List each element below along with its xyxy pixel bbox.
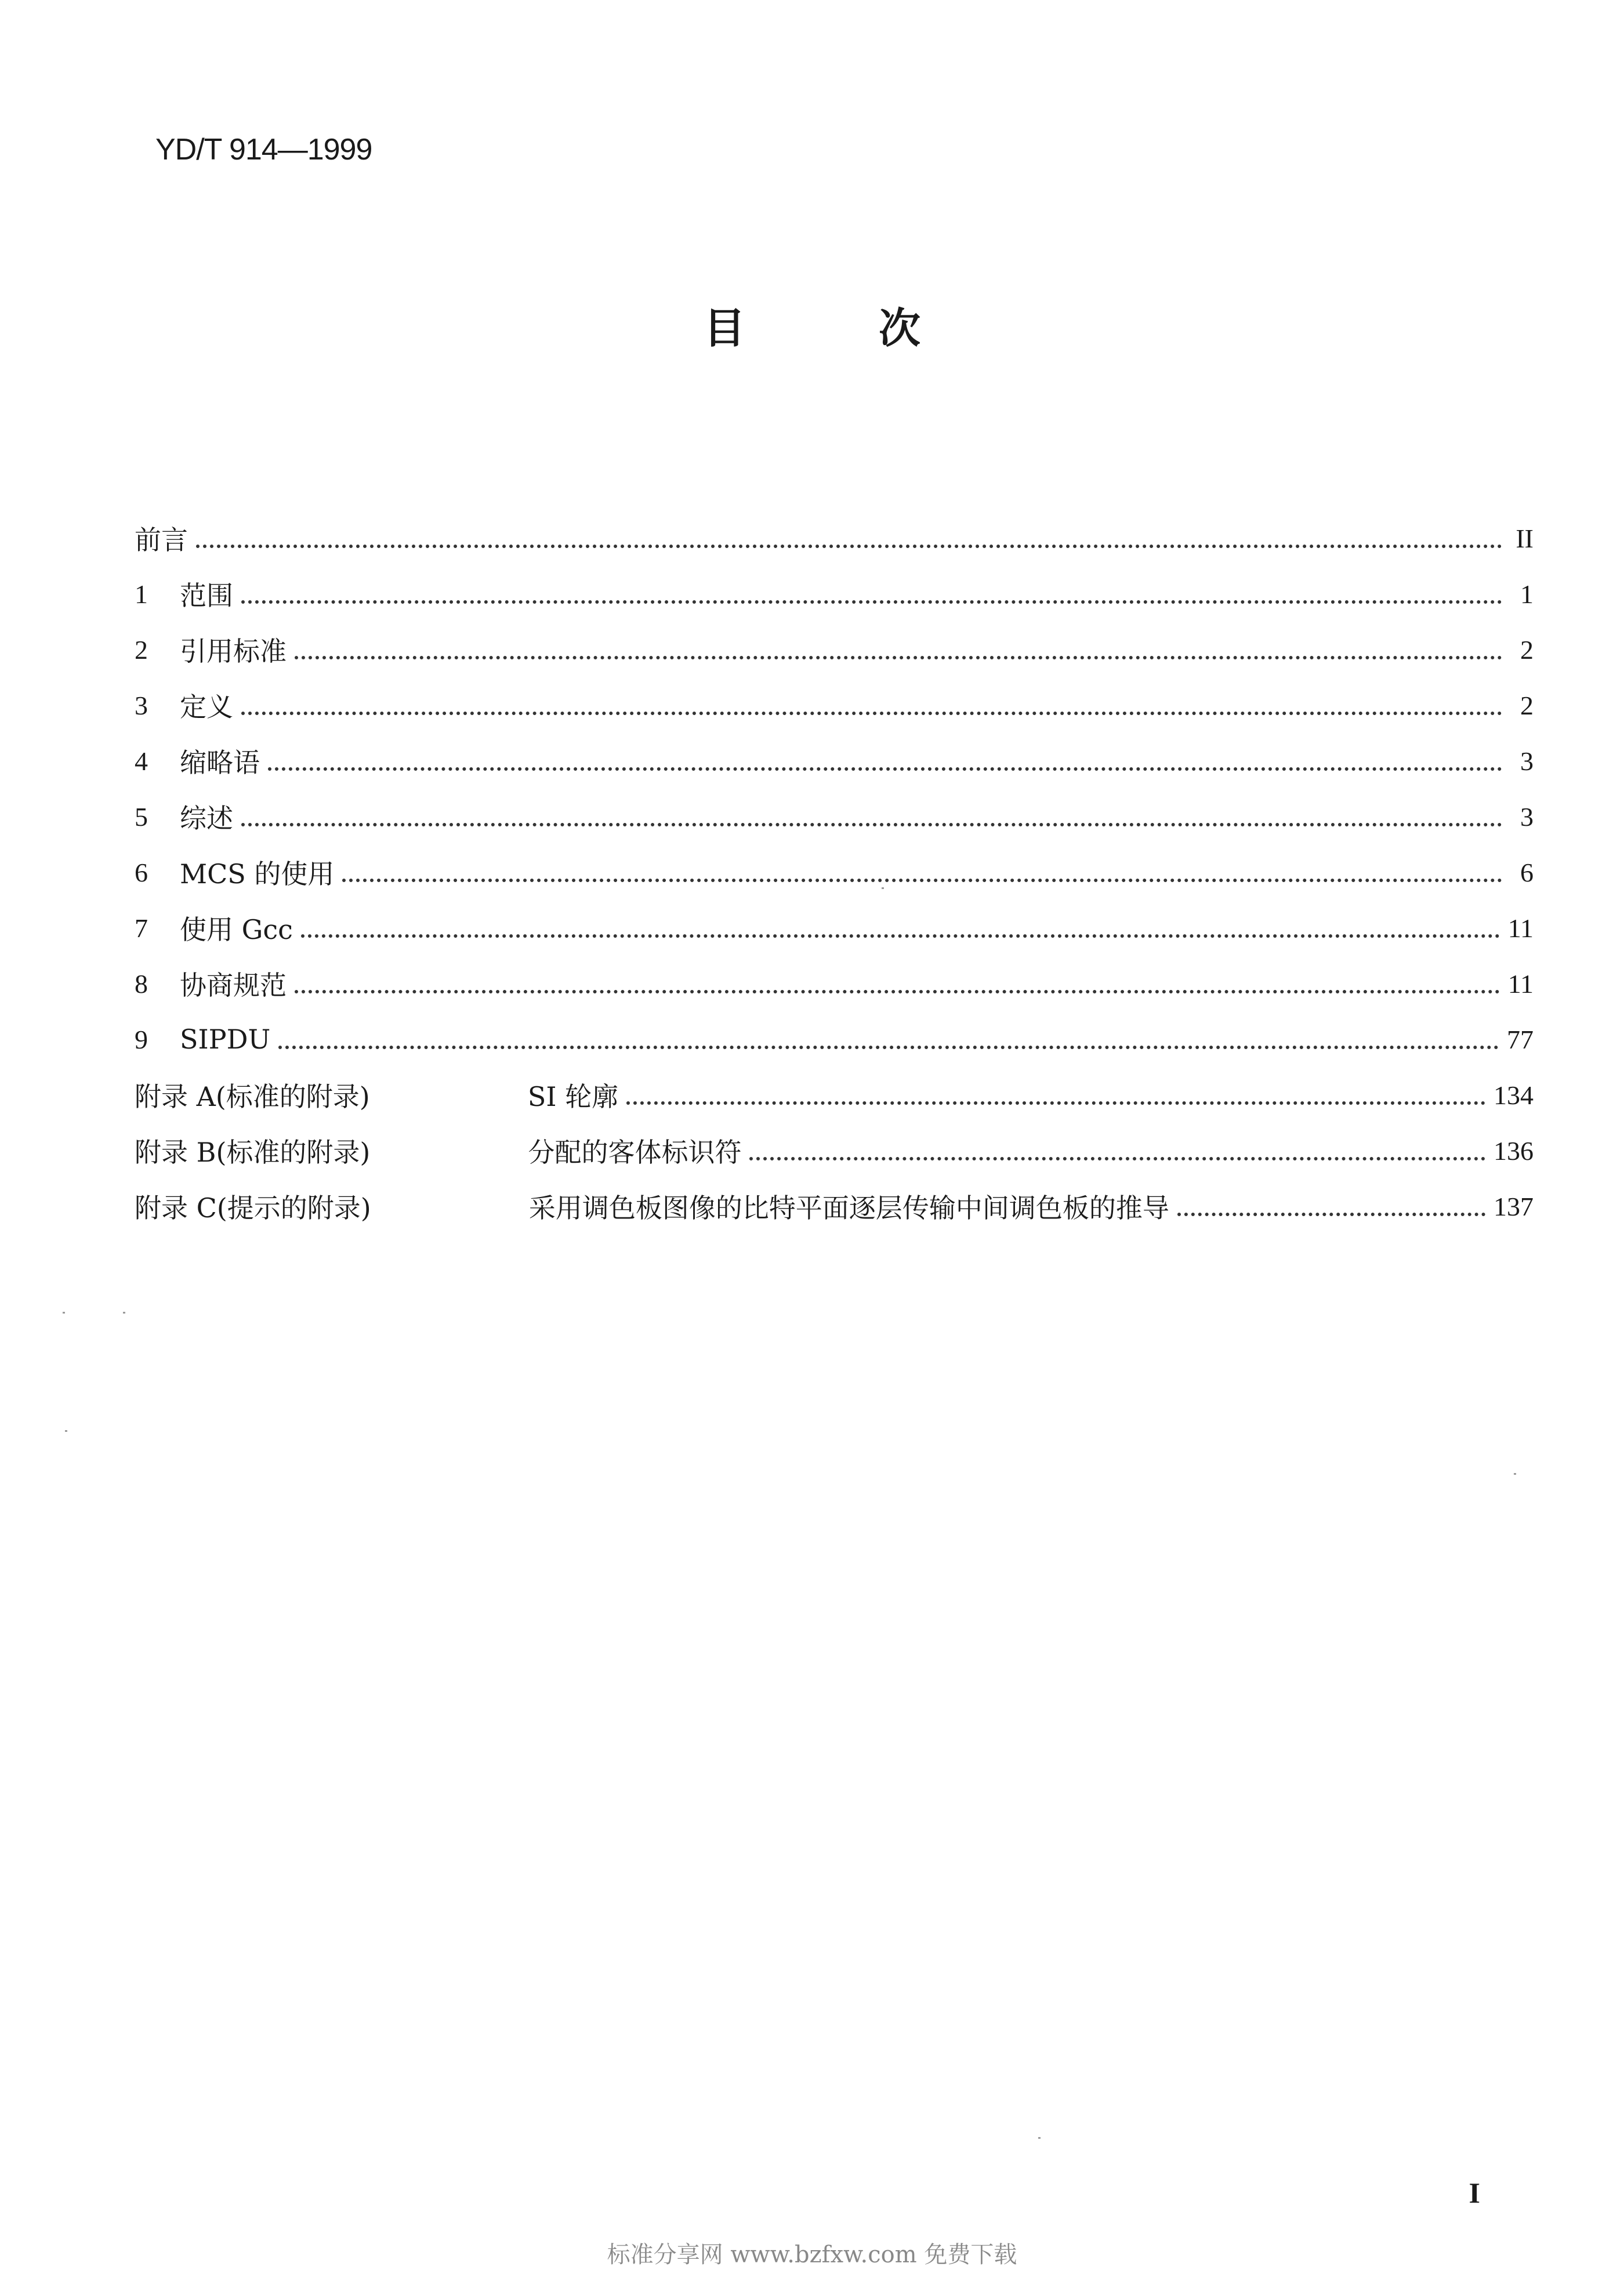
toc-entry-page: 3 [1520, 746, 1534, 776]
scan-speck [1038, 2137, 1041, 2139]
toc-entry-number: 2 [135, 634, 148, 665]
toc-leader-dots [196, 540, 1502, 548]
appendix-kind: (提示的附录) [216, 1192, 371, 1224]
toc-leader-dots [749, 1152, 1485, 1160]
toc-entry-number: 1 [135, 579, 148, 609]
toc-leader-dots [278, 1041, 1499, 1049]
appendix-kind: (标准的附录) [215, 1081, 370, 1112]
toc-entry-label: 引用标准 [180, 636, 287, 667]
title-char-1: 目 [703, 304, 745, 353]
toc-entry-number: 3 [135, 690, 148, 720]
toc-leader-dots [295, 651, 1502, 659]
toc-entry-page: 136 [1494, 1136, 1534, 1166]
toc-entry-label: 综述 [180, 803, 233, 834]
title-char-2: 次 [879, 304, 921, 353]
toc-entry-page: 2 [1520, 634, 1534, 665]
toc-entry-page: 1 [1520, 579, 1534, 609]
toc-entry[interactable] [135, 789, 1534, 844]
toc-entry-number: 8 [135, 968, 148, 999]
toc-entry[interactable] [135, 1011, 1534, 1067]
toc-appendix-entry[interactable] [135, 1178, 1534, 1234]
toc-entry[interactable] [135, 677, 1534, 733]
scan-speck [65, 1430, 67, 1432]
toc-entry-label: 范围 [180, 580, 233, 611]
toc-leader-dots [268, 763, 1502, 771]
toc-entry-page: 77 [1507, 1024, 1534, 1054]
toc-leader-dots [241, 818, 1502, 826]
toc-entry-page: 3 [1520, 801, 1534, 832]
toc-entry[interactable] [135, 622, 1534, 677]
appendix-prefix: 附录 C [135, 1192, 217, 1224]
download-watermark: 标准分享网 www.bzfxw.com 免费下载 [607, 2241, 1017, 2268]
toc-appendix-entry[interactable] [135, 1123, 1534, 1178]
toc-entry-number: 5 [135, 801, 148, 832]
toc-entry-label: SI 轮廓 [527, 1081, 619, 1112]
toc-entry-label: 前言 [135, 524, 188, 556]
toc-entry-page: II [1516, 523, 1534, 553]
toc-entry-label: 分配的客体标识符 [528, 1137, 742, 1168]
toc-entry-label: 协商规范 [180, 970, 287, 1001]
toc-entry-label: SIPDU [180, 1024, 271, 1055]
toc-leader-dots [301, 930, 1500, 938]
toc-entry-label: 使用 Gcc [180, 914, 293, 945]
appendix-kind: (标准的附录) [216, 1137, 371, 1168]
toc-entry[interactable] [135, 566, 1534, 622]
toc-entry-page: 11 [1507, 913, 1534, 943]
toc-entry[interactable] [135, 510, 1534, 566]
toc-appendix-entry[interactable] [135, 1067, 1534, 1123]
toc-entry-label: 定义 [180, 691, 233, 723]
toc-entry[interactable] [135, 956, 1534, 1011]
toc-entry-page: 2 [1520, 690, 1534, 720]
toc-entry-label: 缩略语 [180, 747, 260, 778]
toc-entry[interactable] [135, 733, 1534, 789]
standard-code: YD/T 914—1999 [155, 133, 372, 166]
page-title [0, 295, 1624, 355]
toc-entry[interactable] [135, 844, 1534, 900]
scan-speck [1514, 1473, 1516, 1475]
toc-leader-dots [342, 874, 1502, 882]
scan-speck [63, 1312, 65, 1314]
toc-entry-page: 137 [1494, 1191, 1534, 1221]
appendix-prefix: 附录 A [135, 1081, 216, 1112]
toc-entry-page: 134 [1494, 1080, 1534, 1110]
appendix-prefix: 附录 B [135, 1137, 216, 1168]
toc-entry-page: 11 [1507, 968, 1534, 999]
toc-entry-label: 采用调色板图像的比特平面逐层传输中间调色板的推导 [528, 1192, 1169, 1224]
toc-leader-dots [1177, 1208, 1485, 1216]
scan-speck [123, 1312, 125, 1314]
toc-entry-page: 6 [1520, 857, 1534, 887]
table-of-contents [135, 510, 1534, 1234]
toc-entry-number: 9 [135, 1024, 148, 1054]
toc-entry-label: MCS 的使用 [180, 858, 335, 890]
toc-entry-number: 4 [135, 746, 148, 776]
scan-speck [882, 887, 884, 889]
toc-entry-number: 6 [135, 857, 148, 887]
toc-leader-dots [295, 985, 1500, 993]
toc-leader-dots [241, 707, 1502, 715]
toc-entry-number: 7 [135, 913, 148, 943]
toc-leader-dots [626, 1097, 1485, 1105]
toc-entry[interactable] [135, 900, 1534, 956]
page-number: I [1469, 2176, 1480, 2209]
toc-leader-dots [241, 596, 1502, 604]
